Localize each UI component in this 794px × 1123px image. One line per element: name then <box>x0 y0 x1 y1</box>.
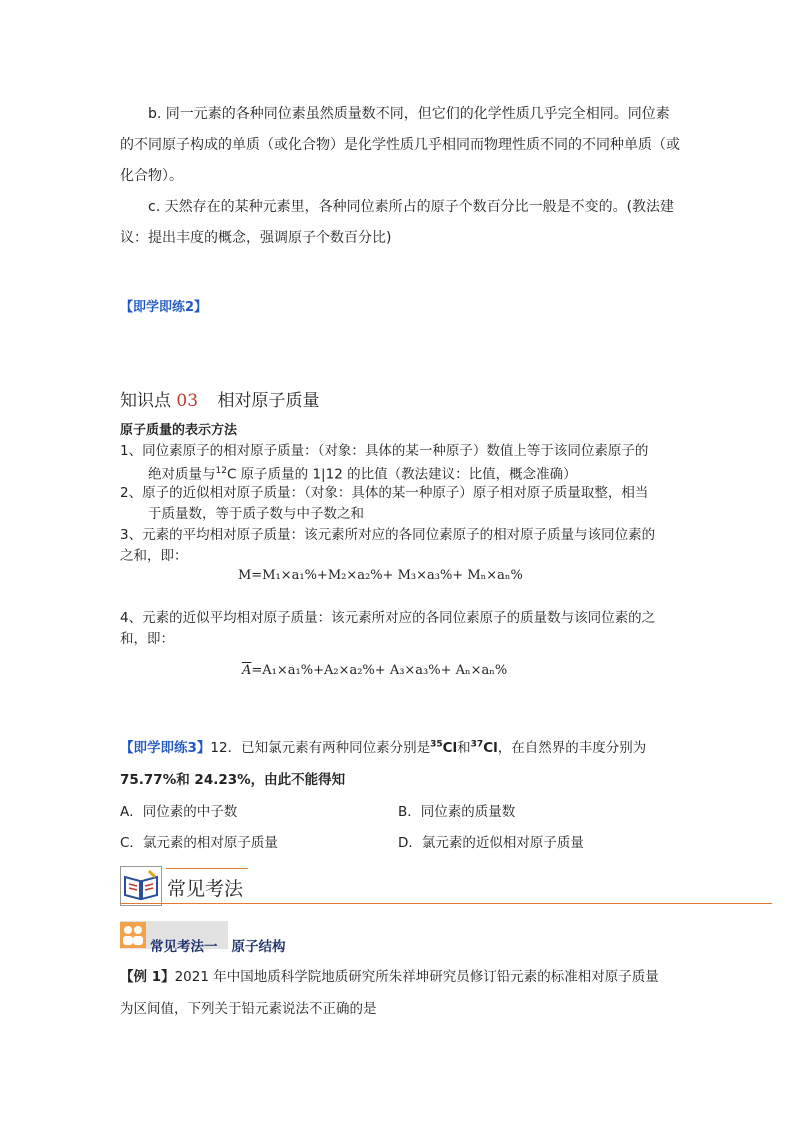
kp3-num: 03 <box>176 391 199 411</box>
example1-tag: 【例 1】 <box>120 969 175 985</box>
option-c[interactable]: C．氯元素的相对原子质量 <box>120 835 278 851</box>
iso1-mass: 35 <box>430 739 443 750</box>
method-title: 常见考法一 <box>150 939 218 955</box>
practice3-stem-mid: 和 <box>457 740 471 756</box>
practice3-stem-pre: 12．已知氯元素有两种同位素分别是 <box>210 740 431 756</box>
para-b-line2: 的不同原子构成的单质（或化合物）是化学性质几乎相同而物理性质不同的不同种单质（或 <box>120 137 680 153</box>
section-title: 常见考法 <box>167 878 244 900</box>
formula-average-mass: M=M₁×a₁%+M₂×a₂%+ M₃×a₃%+ Mₙ×aₙ% <box>238 568 523 583</box>
iso1-symbol: Cl <box>442 740 458 756</box>
formula2-rest: =A₁×a₁%+A₂×a₂%+ A₃×a₃%+ Aₙ×aₙ% <box>251 663 508 678</box>
method-header <box>150 935 286 955</box>
kp3-item2-b: 于质量数，等于质子数与中子数之和 <box>148 506 364 522</box>
example1-line2: 为区间值，下列关于铅元素说法不正确的是 <box>120 1001 377 1017</box>
practice3-tag: 【即学即练3】 <box>120 740 211 756</box>
method-name: 原子结构 <box>231 939 286 955</box>
example1-text: 2021 年中国地质科学院地质研究所朱祥坤研究员修订铅元素的标准相对原子质量 <box>174 969 659 985</box>
kp3-subtitle: 原子质量的表示方法 <box>120 423 238 438</box>
practice2-tag: 【即学即练2】 <box>120 300 208 315</box>
para-b-line1: b. 同一元素的各种同位素虽然质量数不同，但它们的化学性质几乎完全相同。同位素 <box>148 106 670 122</box>
formula2-a-bar: $\overline{A}$ <box>242 663 252 678</box>
para-c-line1: c. 天然存在的某种元素里，各种同位素所占的原子个数百分比一般是不变的。(教法建 <box>148 199 675 215</box>
kp3-title: 相对原子质量 <box>217 391 320 411</box>
option-d[interactable]: D．氯元素的近似相对原子质量 <box>398 835 584 851</box>
kp3-item4-a: 4、元素的近似平均相对原子质量：该元素所对应的各同位素原子的质量数与该同位素的之 <box>120 610 656 626</box>
book-icon <box>120 866 162 906</box>
practice3-stem-line1 <box>120 736 646 756</box>
iso2-mass: 37 <box>470 739 484 750</box>
example1-line1 <box>120 965 659 985</box>
kp3-item1-a: 1、同位素原子的相对原子质量：（对象：具体的某一种原子）数值上等于该同位素原子的 <box>120 443 649 459</box>
kp3-item1-b-sup: 12 <box>215 466 227 476</box>
iso2-symbol: Cl <box>483 740 498 756</box>
kp3-item4-b: 和，即： <box>120 631 174 647</box>
option-a[interactable]: A．同位素的中子数 <box>120 804 238 820</box>
kp3-item3-a: 3、元素的平均相对原子质量：该元素所对应的各同位素原子的相对原子质量与该同位素的 <box>120 527 656 543</box>
kp3-item2-a: 2、原子的近似相对原子质量：（对象：具体的某一种原子）原子相对原子质量取整，相当 <box>120 485 649 501</box>
para-b-line3: 化合物）。 <box>120 168 183 184</box>
option-b[interactable]: B．同位素的质量数 <box>398 804 516 820</box>
section-title-overline <box>166 868 248 869</box>
kp3-item1-b-post: C 原子质量的 1|12 的比值（教法建议：比值，概念准确） <box>226 466 577 483</box>
kp3-heading <box>120 386 319 411</box>
kp3-item3-b: 之和，即： <box>120 548 188 564</box>
people-icon <box>120 922 146 948</box>
practice3-stem-line2: 75.77%和 24.23%，由此不能得知 <box>120 772 346 788</box>
section-divider <box>120 903 772 904</box>
practice3-stem-post: ，在自然界的丰度分别为 <box>497 740 647 756</box>
kp3-item1-b-pre: 绝对质量与 <box>148 466 216 483</box>
formula-approx-average-mass <box>242 663 507 678</box>
para-c-line2: 议：提出丰度的概念，强调原子个数百分比) <box>120 230 392 246</box>
kp3-prefix: 知识点 <box>120 391 171 411</box>
